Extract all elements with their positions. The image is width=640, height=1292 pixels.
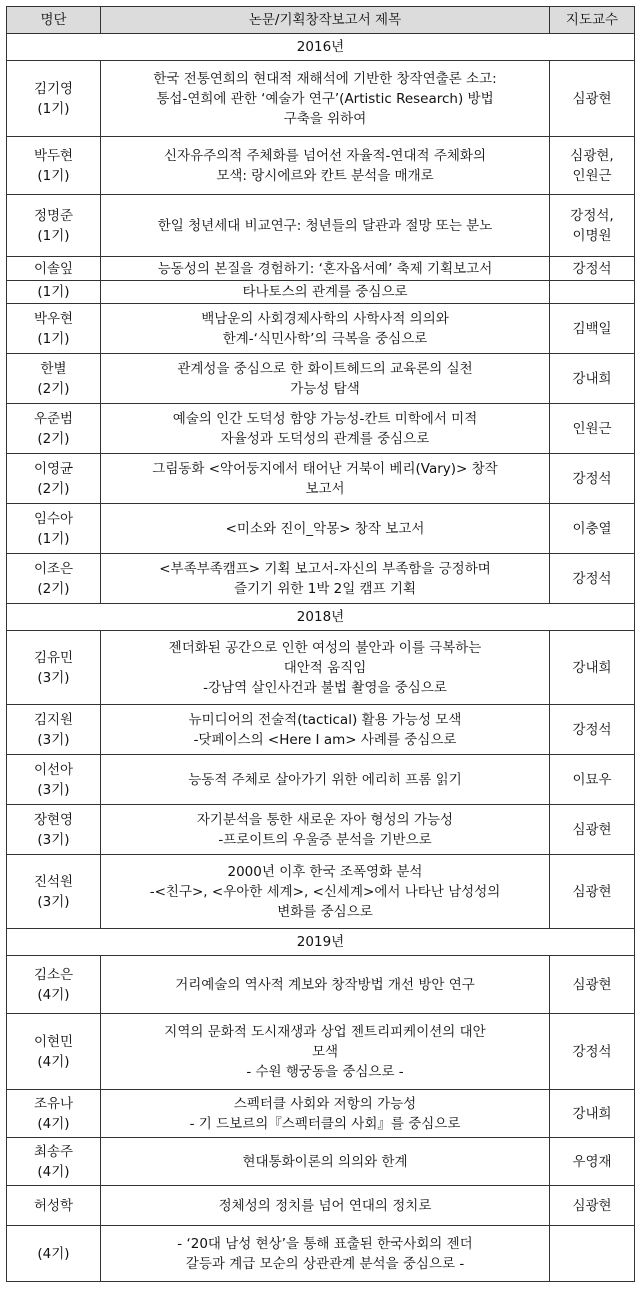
title-line: 대안적 움직임: [283, 659, 367, 676]
advisor-cell: [550, 631, 635, 705]
advisor-cell: [550, 554, 635, 604]
year-label: 2016년: [7, 34, 635, 61]
name-cell: [7, 354, 101, 404]
advisor-name: 강정석: [572, 470, 612, 487]
title-cell: [101, 195, 550, 257]
table-row: [7, 504, 635, 554]
table-row: [7, 304, 635, 354]
student-cohort: (1기): [37, 167, 70, 184]
advisor-cell: [550, 281, 635, 304]
title-line: 모색: [311, 1043, 339, 1060]
year-label: 2018년: [7, 604, 635, 631]
advisor-cell: [550, 956, 635, 1014]
student-name: 조유나: [33, 1095, 74, 1112]
student-cohort: (2기): [37, 580, 70, 597]
table-row: [7, 1014, 635, 1090]
advisor-name: 강정석,: [570, 207, 614, 224]
table-row: [7, 354, 635, 404]
table-body: [7, 34, 635, 1282]
advisor-cell: [550, 137, 635, 195]
advisor-cell: [550, 1186, 635, 1226]
student-name: 우준범: [33, 410, 74, 427]
title-line: <부족부족캠프> 기획 보고서-자신의 부족함을 긍정하며: [159, 560, 491, 577]
student-name: 진석원: [33, 873, 74, 890]
table-row: [7, 195, 635, 257]
table-row: [7, 956, 635, 1014]
table-row: [7, 1090, 635, 1138]
name-cell: [7, 195, 101, 257]
title-line: 백남운의 사회경제사학의 사학사적 의의와: [201, 310, 449, 327]
advisor-name: 인원근: [572, 167, 612, 184]
name-cell: [7, 755, 101, 805]
advisor-name: 심광현: [572, 883, 612, 900]
title-line: 자기분석을 통한 새로운 자아 형성의 가능성: [196, 811, 454, 828]
title-cell: [101, 805, 550, 855]
title-line: 정체성의 정치를 넘어 연대의 정치로: [218, 1197, 432, 1214]
name-cell: [7, 705, 101, 755]
title-cell: [101, 755, 550, 805]
advisor-cell: [550, 304, 635, 354]
title-cell: [101, 454, 550, 504]
table-row: [7, 855, 635, 929]
title-line: 능동성의 본질을 경험하기: ‘혼자옵서예’ 축제 기획보고서: [157, 260, 493, 277]
title-line: 거리예술의 역사적 계보와 창작방법 개선 방안 연구: [175, 976, 475, 993]
advisor-name: 강정석: [572, 721, 612, 738]
table-row: [7, 281, 635, 304]
student-cohort: (1기): [37, 330, 70, 347]
student-cohort: (3기): [37, 669, 70, 686]
advisor-name: 심광현: [572, 1197, 612, 1214]
table-row: [7, 1138, 635, 1186]
header-row: [7, 7, 635, 34]
advisor-name: 심광현: [572, 976, 612, 993]
title-cell: [101, 404, 550, 454]
student-cohort: (4기): [37, 1245, 70, 1262]
advisor-cell: [550, 195, 635, 257]
title-cell: [101, 1138, 550, 1186]
advisor-cell: [550, 755, 635, 805]
title-line: -강남역 살인사건과 불법 촬영을 중심으로: [203, 679, 447, 696]
title-cell: [101, 1186, 550, 1226]
table-row: [7, 137, 635, 195]
title-line: 통섭-연희에 관한 ‘예술가 연구’(Artistic Research) 방법: [156, 90, 494, 107]
student-name: 김소은: [33, 966, 74, 983]
advisor-cell: [550, 1090, 635, 1138]
advisor-cell: [550, 454, 635, 504]
advisor-name: 이명원: [572, 227, 612, 244]
title-cell: [101, 554, 550, 604]
student-name: 정명준: [33, 207, 74, 224]
advisor-cell: [550, 504, 635, 554]
title-line: - 수원 행궁동을 중심으로 -: [246, 1063, 404, 1080]
title-line: 지역의 문화적 도시재생과 상업 젠트리피케이션의 대안: [164, 1023, 486, 1040]
title-cell: [101, 956, 550, 1014]
title-line: 한계-‘식민사학’의 극복을 중심으로: [222, 330, 428, 347]
student-cohort: (3기): [37, 781, 70, 798]
advisor-name: 강정석: [572, 1043, 612, 1060]
header-title: 논문/기획창작보고서 제목: [101, 7, 550, 34]
year-row: [7, 604, 635, 631]
advisor-cell: [550, 354, 635, 404]
name-cell: [7, 281, 101, 304]
advisor-name: 이충열: [572, 520, 612, 537]
title-cell: [101, 304, 550, 354]
title-line: 가능성 탐색: [290, 380, 360, 397]
title-line: 젠더화된 공간으로 인한 여성의 불안과 이를 극복하는: [168, 639, 482, 656]
title-line: - 기 드보르의『스펙터클의 사회』를 중심으로: [189, 1115, 461, 1132]
advisor-name: 김백일: [572, 320, 612, 337]
advisor-name: 강정석: [572, 260, 612, 277]
title-line: 신자유주의적 주체화를 넘어선 자율적-연대적 주체화의: [164, 147, 486, 164]
title-line: 타나토스의 관계를 중심으로: [242, 284, 408, 300]
student-name: 허성학: [33, 1197, 74, 1214]
name-cell: [7, 1226, 101, 1282]
student-name: 박우현: [33, 310, 74, 327]
advisor-cell: [550, 404, 635, 454]
student-cohort: (4기): [37, 986, 70, 1003]
name-cell: [7, 1138, 101, 1186]
title-cell: [101, 855, 550, 929]
title-line: 능동적 주체로 살아가기 위한 에리히 프롬 읽기: [188, 771, 462, 788]
title-line: 변화를 중심으로: [277, 903, 373, 920]
title-line: 구축을 위하여: [283, 110, 367, 127]
name-cell: [7, 1014, 101, 1090]
student-cohort: (4기): [37, 1163, 70, 1180]
header-advisor: 지도교수: [550, 7, 635, 34]
name-cell: [7, 855, 101, 929]
advisor-name: 강내희: [572, 370, 612, 387]
name-cell: [7, 1090, 101, 1138]
student-name: 김지원: [33, 711, 74, 728]
title-line: 한국 전통연희의 현대적 재해석에 기반한 창작연출론 소고:: [153, 70, 497, 87]
name-cell: [7, 137, 101, 195]
title-line: 예술의 인간 도덕성 함양 가능성-칸트 미학에서 미적: [172, 410, 478, 427]
student-name: 임수아: [33, 510, 74, 527]
table-row: [7, 705, 635, 755]
advisor-cell: [550, 61, 635, 137]
advisor-name: 심광현,: [570, 147, 614, 164]
advisor-cell: [550, 855, 635, 929]
name-cell: [7, 631, 101, 705]
advisor-name: 강내희: [572, 659, 612, 676]
title-cell: [101, 504, 550, 554]
student-name: 김기영: [33, 80, 74, 97]
thesis-table: [6, 6, 635, 1282]
student-cohort: (1기): [37, 530, 70, 547]
student-name: 한별: [40, 360, 67, 377]
advisor-name: 심광현: [572, 821, 612, 838]
advisor-cell: [550, 805, 635, 855]
name-cell: [7, 956, 101, 1014]
name-cell: [7, 304, 101, 354]
title-cell: [101, 281, 550, 304]
title-line: 2000년 이후 한국 조폭영화 분석: [227, 863, 423, 880]
name-cell: [7, 554, 101, 604]
table-row: [7, 1226, 635, 1282]
title-cell: [101, 1226, 550, 1282]
student-cohort: (3기): [37, 731, 70, 748]
title-cell: [101, 61, 550, 137]
advisor-name: 강정석: [572, 570, 612, 587]
title-line: -<친구>, <우아한 세계>, <신세계>에서 나타난 남성성의: [149, 883, 501, 900]
name-cell: [7, 61, 101, 137]
title-line: - ‘20대 남성 현상’을 통해 표출된 한국사회의 젠더: [177, 1235, 473, 1252]
name-cell: [7, 257, 101, 281]
advisor-name: 이묘우: [572, 771, 612, 788]
student-cohort: (4기): [37, 1053, 70, 1070]
student-cohort: (2기): [37, 380, 70, 397]
title-cell: [101, 257, 550, 281]
name-cell: [7, 454, 101, 504]
name-cell: [7, 1186, 101, 1226]
table-row: [7, 404, 635, 454]
advisor-name: 강내희: [572, 1105, 612, 1122]
header-name: 명단: [7, 7, 101, 34]
title-cell: [101, 631, 550, 705]
student-name: 최송주: [33, 1143, 74, 1160]
title-line: 현대통화이론의 의의와 한계: [242, 1153, 408, 1170]
student-name: 이선아: [33, 761, 74, 778]
title-line: -프로이트의 우울증 분석을 기반으로: [218, 831, 432, 848]
table-row: [7, 554, 635, 604]
table-row: [7, 1186, 635, 1226]
student-cohort: (1기): [37, 100, 70, 117]
table-row: [7, 755, 635, 805]
name-cell: [7, 504, 101, 554]
title-line: 그림동화 <악어둥지에서 태어난 거북이 베리(Vary)> 창작: [152, 460, 498, 477]
title-line: 모색: 랑시에르와 칸트 분석을 매개로: [216, 167, 434, 184]
name-cell: [7, 805, 101, 855]
title-cell: [101, 1014, 550, 1090]
advisor-cell: [550, 705, 635, 755]
student-cohort: (4기): [37, 1115, 70, 1132]
student-name: 이솔잎: [33, 260, 74, 277]
advisor-cell: [550, 1014, 635, 1090]
table-row: [7, 454, 635, 504]
student-cohort: (2기): [37, 430, 70, 447]
student-cohort: (3기): [37, 831, 70, 848]
table-row: [7, 631, 635, 705]
advisor-name: 인원근: [572, 420, 612, 437]
student-cohort: (1기): [37, 227, 70, 244]
title-cell: [101, 354, 550, 404]
title-line: 한일 청년세대 비교연구: 청년들의 달관과 절망 또는 분노: [157, 217, 493, 234]
title-line: 보고서: [305, 480, 345, 497]
advisor-name: 우영재: [572, 1153, 612, 1170]
advisor-cell: [550, 1226, 635, 1282]
student-cohort: (1기): [37, 284, 70, 300]
title-line: 자율성과 도덕성의 관계를 중심으로: [220, 430, 430, 447]
title-cell: [101, 1090, 550, 1138]
year-label: 2019년: [7, 929, 635, 956]
advisor-name: 심광현: [572, 90, 612, 107]
table-row: [7, 257, 635, 281]
advisor-cell: [550, 257, 635, 281]
student-name: 이조은: [33, 560, 74, 577]
title-line: <미소와 진이_악몽> 창작 보고서: [225, 520, 425, 537]
name-cell: [7, 404, 101, 454]
student-name: 김유민: [33, 649, 74, 666]
title-line: 관계성을 중심으로 한 화이트헤드의 교육론의 실천: [177, 360, 473, 377]
title-line: -닷페이스의 <Here I am> 사례를 중심으로: [193, 731, 457, 748]
advisor-cell: [550, 1138, 635, 1186]
title-cell: [101, 137, 550, 195]
table-row: [7, 805, 635, 855]
student-cohort: (3기): [37, 893, 70, 910]
year-row: [7, 929, 635, 956]
student-cohort: (2기): [37, 480, 70, 497]
table-row: [7, 61, 635, 137]
title-line: 스펙터클 사회와 저항의 가능성: [233, 1095, 417, 1112]
student-name: 이영균: [33, 460, 74, 477]
title-line: 뉴미디어의 전술적(tactical) 활용 가능성 모색: [188, 711, 462, 728]
student-name: 이현민: [33, 1033, 74, 1050]
title-line: 즐기기 위한 1박 2일 캠프 기획: [233, 580, 417, 597]
student-name: 장현영: [33, 811, 74, 828]
student-name: 박두현: [33, 147, 74, 164]
title-cell: [101, 705, 550, 755]
year-row: [7, 34, 635, 61]
title-line: 갈등과 계급 모순의 상관관계 분석을 중심으로 -: [185, 1255, 465, 1272]
